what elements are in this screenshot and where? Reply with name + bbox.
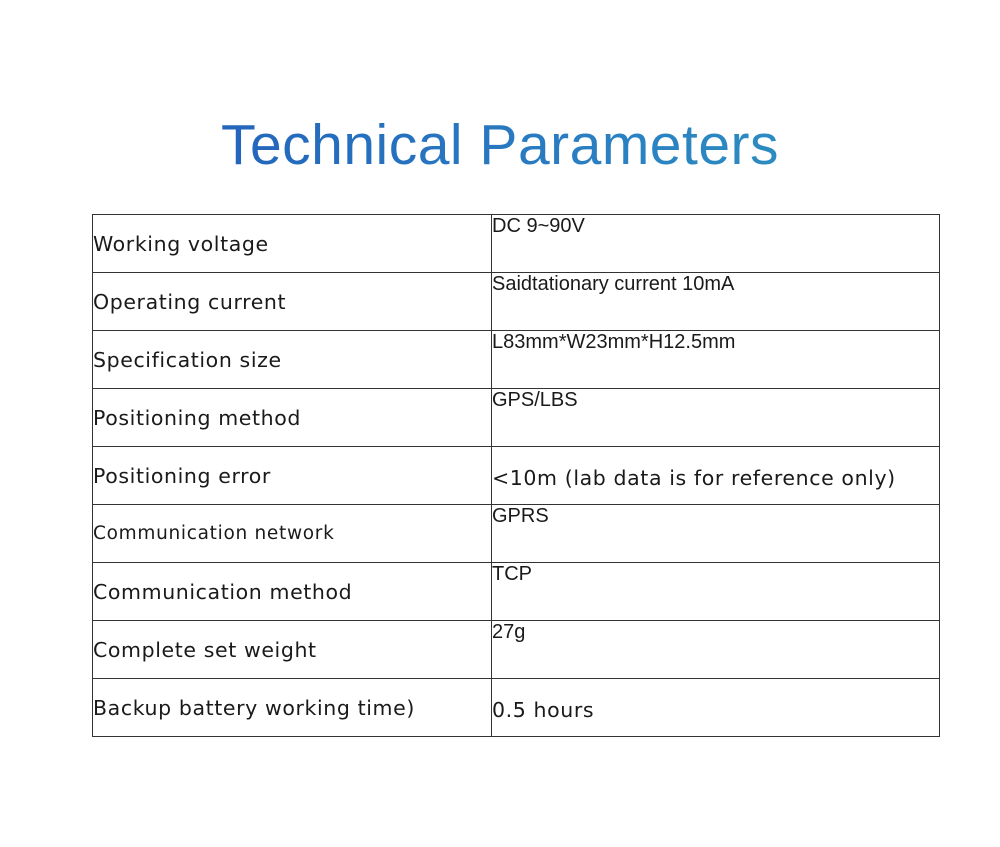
table-row (93, 679, 940, 737)
technical-parameters-table (92, 214, 940, 737)
parameter-label: Complete set weight (93, 621, 492, 679)
table-row (93, 331, 940, 389)
table-row (93, 215, 940, 273)
parameter-value: TCP (492, 563, 940, 621)
table-row (93, 505, 940, 563)
page-title: Technical Parameters (0, 108, 1000, 182)
parameter-label: Communication network (93, 505, 492, 563)
parameter-label: Positioning error (93, 447, 492, 505)
parameter-label: Working voltage (93, 215, 492, 273)
table-row (93, 389, 940, 447)
parameter-value: <10m (lab data is for reference only) (492, 447, 940, 505)
parameter-label: Operating current (93, 273, 492, 331)
table-row (93, 621, 940, 679)
parameter-value: GPRS (492, 505, 940, 563)
parameter-label: Positioning method (93, 389, 492, 447)
parameter-value: GPS/LBS (492, 389, 940, 447)
table-row (93, 273, 940, 331)
parameter-label: Backup battery working time) (93, 679, 492, 737)
parameter-value: Saidtationary current 10mA (492, 273, 940, 331)
parameter-value: L83mm*W23mm*H12.5mm (492, 331, 940, 389)
table-row (93, 447, 940, 505)
parameter-label: Specification size (93, 331, 492, 389)
table-row (93, 563, 940, 621)
parameter-value: DC 9~90V (492, 215, 940, 273)
parameter-value: 27g (492, 621, 940, 679)
parameter-value: 0.5 hours (492, 679, 940, 737)
parameter-label: Communication method (93, 563, 492, 621)
